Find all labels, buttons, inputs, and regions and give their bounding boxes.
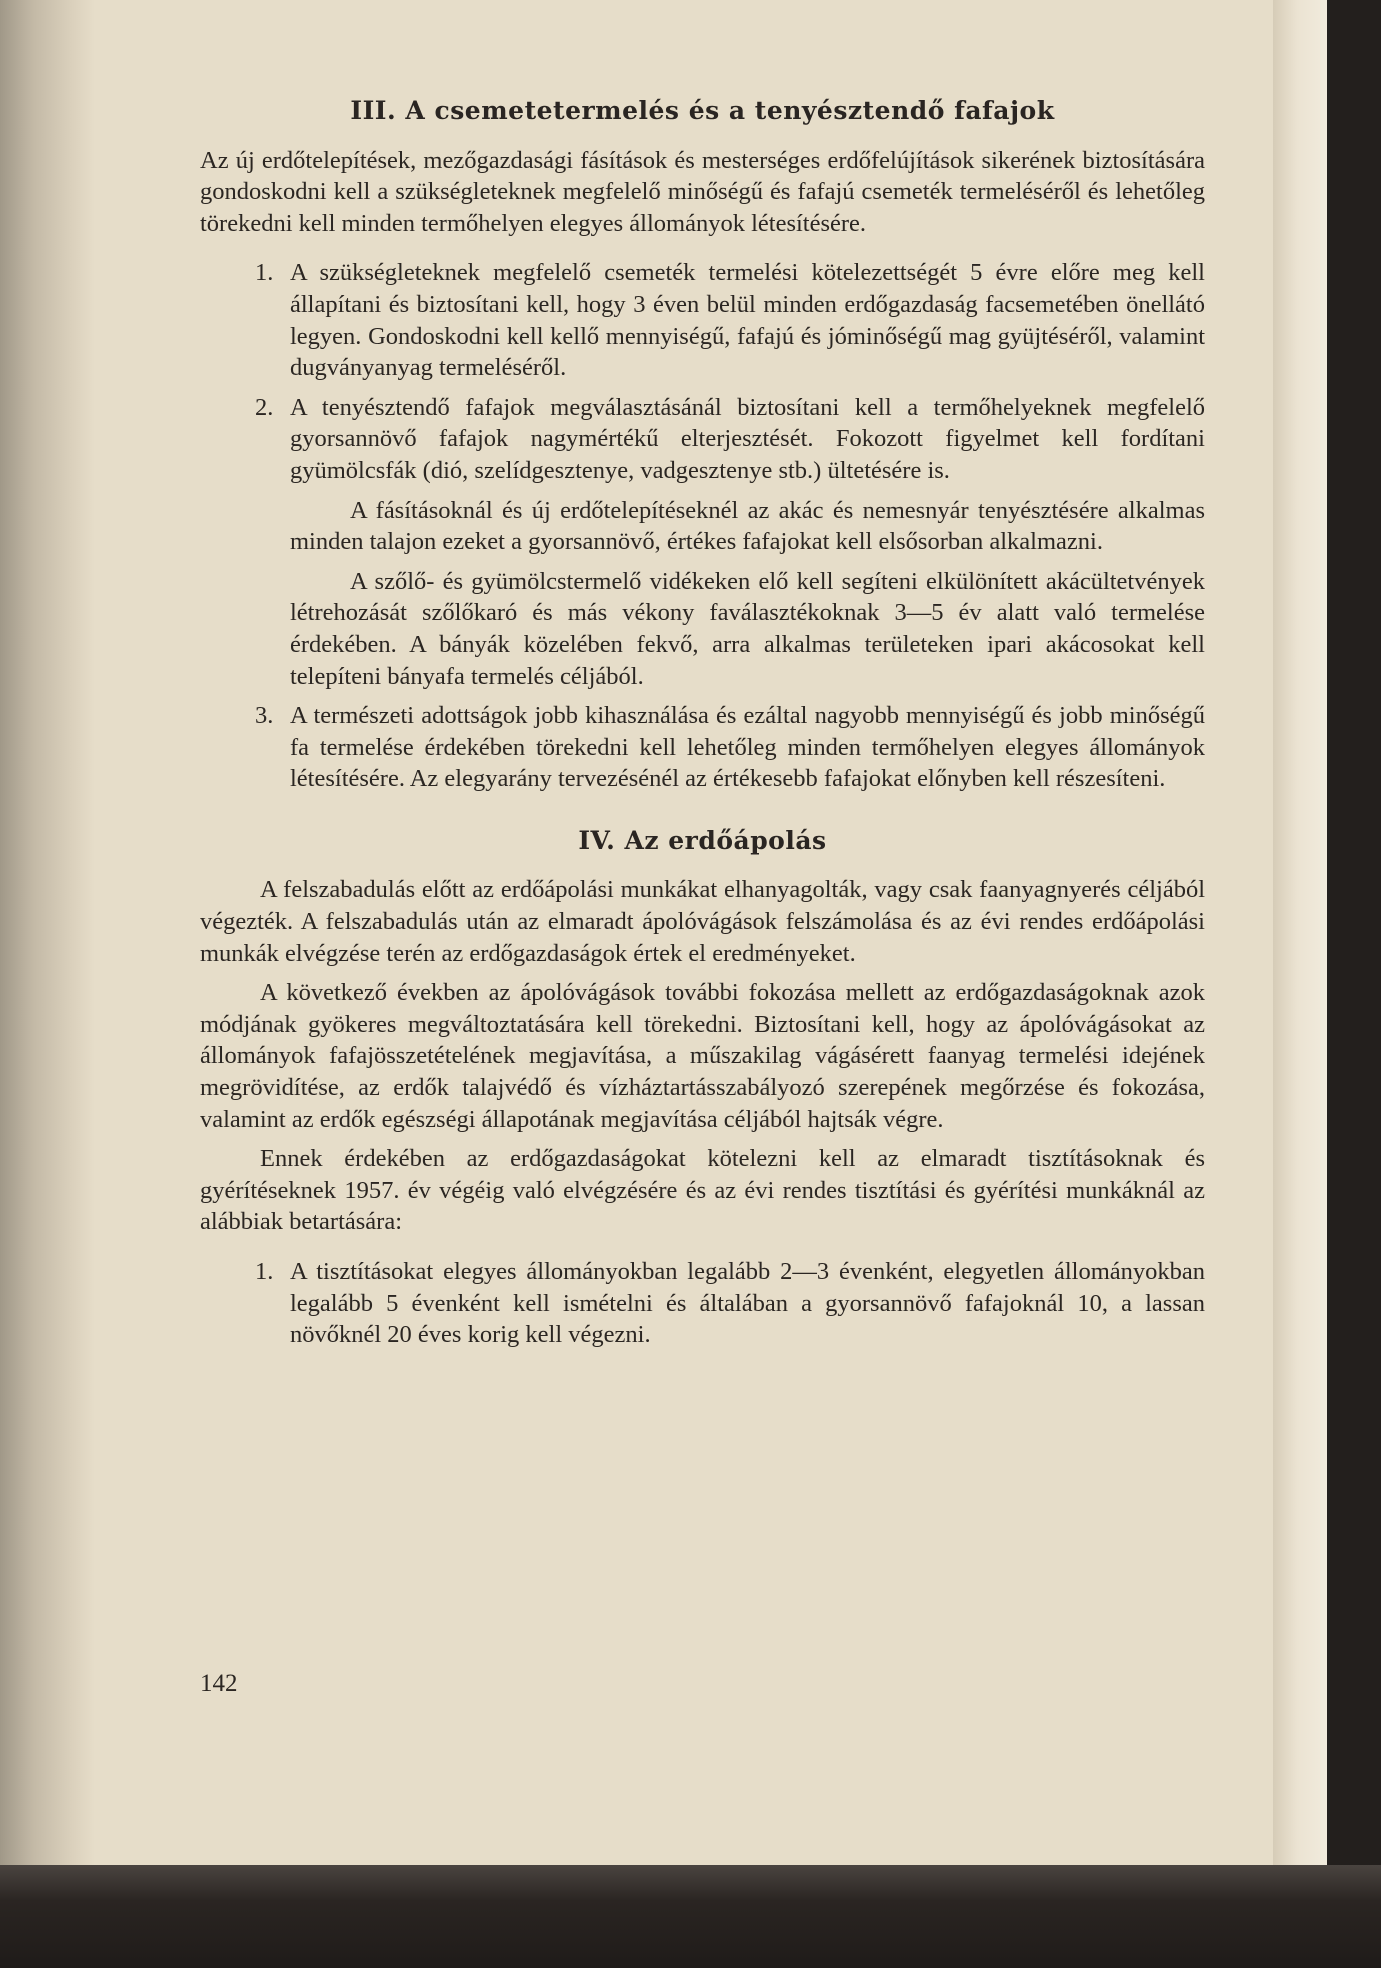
list-item-text: A szükségleteknek megfelelő csemeték termelési kötelezettségét 5 évre előre meg kell állapítani és biztosítani kell, hogy 3 éven belül minden erdőgazdaság facsemetében önellátó legyen. Gondoskodni kell kellő mennyiségű, fafajú és jóminőségű mag gyüjtéséről, valamint dugványanyag termeléséről.	[290, 259, 1205, 382]
list-item-number: 1.	[255, 1258, 274, 1285]
section-4-paragraph: A következő években az ápolóvágások további fokozása mellett az erdőgazdaságoknak azok módjának gyökeres megváltoztatására kell törekedni. Biztosítani kell, hogy az ápolóvágásokat az állományok fafajösszetételének megjavítása, a műszakilag vágásérett faanyag termelési idejének megrövidítése, az erdők talajvédő és vízháztartásszabályozó szerepének megőrzése és fokozása, valamint az erdők egészségi állapotának megjavítása céljából hajtsák végre.	[200, 979, 1205, 1133]
section-4-list	[200, 1256, 1205, 1351]
list-item-text: A tenyésztendő fafajok megválasztásánál biztosítani kell a termőhelyeknek megfelelő gyorsannövő fafajok nagymértékű elterjesztését. Fokozott figyelmet kell fordítani gyümölcsfák (dió, szelídgesztenye, vadgesztenye stb.) ültetésére is.	[290, 393, 1205, 484]
page-text	[200, 95, 1205, 1351]
page-number: 142	[200, 1670, 238, 1697]
section-3-heading: III. A csemetetermelés és a tenyésztendő fafajok	[350, 96, 1055, 125]
section-3-list	[200, 257, 1205, 795]
list-item-number: 1.	[255, 259, 274, 287]
book-binding-edge	[0, 1865, 1381, 1968]
list-item-subparagraph: A szőlő- és gyümölcstermelő vidékeken elő kell segíteni elkülönített akácültetvények létrehozását szőlőkaró és más vékony faválasztékoknak 3—5 év alatt való termelése érdekében. A bányák közelében fekvő, arra alkalmas területeken ipari akácosokat kell telepíteni bányafa termelés céljából.	[290, 567, 1205, 690]
list-item	[200, 1256, 1205, 1351]
page-edge	[1273, 0, 1327, 1865]
section-4-heading: IV. Az erdőápolás	[578, 825, 827, 855]
section-4-paragraph: Ennek érdekében az erdőgazdaságokat kötelezni kell az elmaradt tisztításoknak és gyérítéseknek 1957. év végéig való elvégzésére és az évi rendes tisztítási és gyérítési munkáknál az alábbiak betartására:	[200, 1145, 1205, 1236]
list-item	[200, 700, 1205, 795]
list-item-text: A tisztításokat elegyes állományokban legalább 2—3 évenként, elegyetlen állományokban legalább 5 évenként kell ismételni és általában a gyorsannövő fafajoknál 10, a lassan növőknél 20 éves korig kell végezni.	[290, 1258, 1205, 1349]
section-4-paragraph: A felszabadulás előtt az erdőápolási munkákat elhanyagolták, vagy csak faanyagnyerés céljából végezték. A felszabadulás után az elmaradt ápolóvágások felszámolása és az évi rendes erdőápolási munkák elvégzése terén az erdőgazdaságok értek el eredményeket.	[200, 876, 1205, 967]
list-item-text: A természeti adottságok jobb kihasználása és ezáltal nagyobb mennyiségű és jobb minőségű fa termelése érdekében törekedni kell lehetőleg minden termőhelyen elegyes állományok létesítésére. Az elegyarány tervezésénél az értékesebb fafajokat előnyben kell részesíteni.	[290, 702, 1205, 793]
list-item-number: 2.	[255, 393, 274, 421]
list-item-subparagraph: A fásításoknál és új erdőtelepítéseknél az akác és nemesnyár tenyésztésére alkalmas minden talajon ezeket a gyorsannövő, értékes fafajokat kell elsősorban alkalmazni.	[290, 496, 1205, 556]
section-3-intro: Az új erdőtelepítések, mezőgazdasági fásítások és mesterséges erdőfelújítások sikerének biztosítására gondoskodni kell a szükségleteknek megfelelő minőségű és fafajú csemeték termeléséről és lehetőleg törekedni kell minden termőhelyen elegyes állományok létesítésére.	[200, 146, 1205, 237]
book-gutter-shadow	[0, 0, 95, 1865]
list-item-number: 3.	[255, 702, 274, 730]
list-item	[200, 392, 1205, 487]
list-item	[200, 257, 1205, 383]
